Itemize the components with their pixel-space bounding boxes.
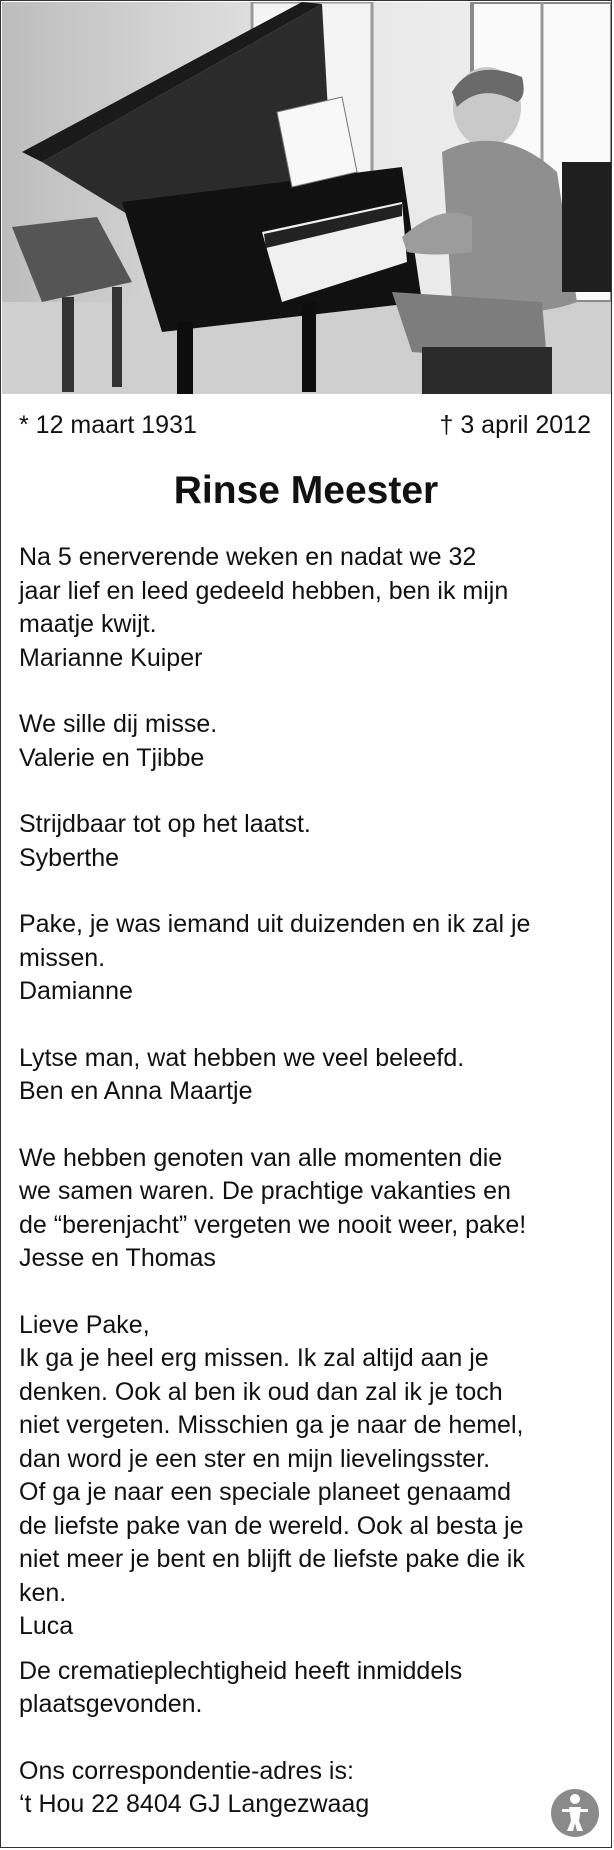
message-line: denken. Ook al ben ik oud dan zal ik je toch — [19, 1377, 503, 1406]
life-dates — [19, 411, 591, 440]
message-line: Ik ga je heel erg missen. Ik zal altijd aan je — [19, 1344, 489, 1372]
message-signature: Damianne — [19, 977, 133, 1005]
message-line: Pake, je was iemand uit duizenden en ik zal je — [19, 910, 531, 938]
message-line: Strijdbaar tot op het laatst. — [19, 810, 311, 838]
message-line: de liefste pake van de wereld. Ook al besta je — [19, 1511, 524, 1540]
piano-photo-illustration — [2, 2, 612, 394]
message-block — [19, 1309, 597, 1644]
message-signature: Ben en Anna Maartje — [19, 1077, 253, 1105]
message-line: dan word je een ster en mijn lievelingsster. — [19, 1444, 491, 1473]
message-line: Na 5 enerverende weken en nadat we 32 — [19, 543, 477, 571]
address-block — [19, 1755, 597, 1822]
message-signature: Luca — [19, 1612, 74, 1640]
deceased-name: Rinse Meester — [173, 469, 439, 512]
message-block — [19, 541, 597, 675]
photo-man-playing-piano — [2, 2, 612, 394]
message-line: de “berenjacht” vergeten we nooit weer, pake! — [19, 1210, 527, 1239]
message-block — [19, 708, 597, 775]
message-line: We sille dij misse. — [19, 710, 218, 738]
message-line: maatje kwijt. — [19, 610, 157, 638]
message-block — [19, 808, 597, 875]
message-signature: Marianne Kuiper — [19, 643, 203, 672]
funeral-emblem-icon — [549, 1787, 601, 1839]
message-line: niet meer je bent en blijft de liefste pake die ik — [19, 1545, 525, 1573]
message-signature: Valerie en Tjibbe — [19, 743, 205, 772]
message-block — [19, 1042, 597, 1109]
address-label: Ons correspondentie-adres is: — [19, 1756, 354, 1785]
closing-block — [19, 1655, 597, 1722]
message-signature: Syberthe — [19, 843, 120, 872]
closing-line: plaatsgevonden. — [19, 1690, 203, 1718]
birth-date: * 12 maart 1931 — [19, 411, 197, 439]
closing-line: De crematieplechtigheid heeft inmiddels — [19, 1656, 463, 1685]
message-line: jaar lief en leed gedeeld hebben, ben ik mijn — [19, 576, 509, 605]
death-date: † 3 april 2012 — [439, 411, 591, 439]
message-block — [19, 1142, 597, 1276]
message-line: niet vergeten. Misschien ga je naar de hemel, — [19, 1411, 524, 1439]
message-line: ken. — [19, 1578, 67, 1607]
address-value: ‘t Hou 22 8404 GJ Langezwaag — [19, 1790, 370, 1818]
message-signature: Jesse en Thomas — [19, 1244, 216, 1272]
message-line: we samen waren. De prachtige vakanties en — [19, 1177, 511, 1205]
message-line: missen. — [19, 943, 106, 972]
message-line: Lieve Pake, — [19, 1310, 150, 1339]
message-line: We hebben genoten van alle momenten die — [19, 1143, 503, 1172]
message-line: Of ga je naar een speciale planeet genaamd — [19, 1478, 512, 1506]
obituary-body — [19, 541, 597, 1848]
message-block — [19, 908, 597, 1009]
message-line: Lytse man, wat hebben we veel beleefd. — [19, 1043, 465, 1072]
